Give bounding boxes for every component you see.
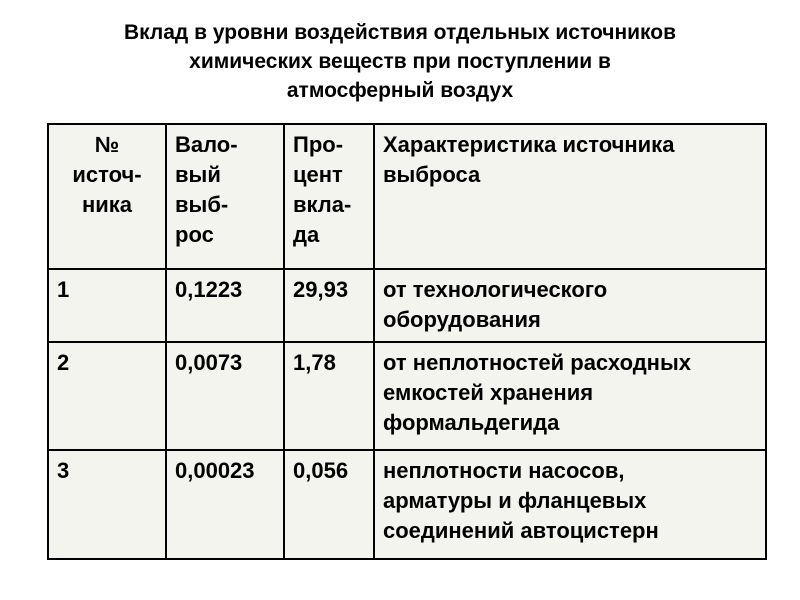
header-text: выб- bbox=[175, 192, 229, 217]
cell-source-number: 2 bbox=[48, 342, 166, 450]
header-text: выброса bbox=[383, 162, 481, 187]
cell-source-description bbox=[374, 450, 766, 559]
header-text: Характеристика источника bbox=[383, 132, 675, 157]
cell-contribution-percent: 1,78 bbox=[284, 342, 374, 450]
cell-contribution-percent: 29,93 bbox=[284, 269, 374, 342]
header-text: источ- bbox=[72, 162, 142, 187]
header-text: Вало- bbox=[175, 132, 238, 157]
description-line: от технологического bbox=[383, 277, 608, 302]
cell-gross-emission: 0,00023 bbox=[166, 450, 284, 559]
header-text: вкла- bbox=[293, 192, 352, 217]
header-text: № bbox=[94, 132, 120, 157]
description-line: неплотности насосов, bbox=[383, 458, 625, 483]
title-line: атмосферный воздух bbox=[286, 79, 514, 102]
header-contribution-percent bbox=[284, 124, 374, 269]
cell-source-number: 3 bbox=[48, 450, 166, 559]
title-line: Вклад в уровни воздействия отдельных источников bbox=[123, 21, 677, 44]
header-text: вый bbox=[175, 162, 221, 187]
header-gross-emission bbox=[166, 124, 284, 269]
description-line: формальдегида bbox=[383, 410, 560, 435]
header-text: да bbox=[293, 222, 320, 247]
header-text: цент bbox=[293, 162, 343, 187]
page-title bbox=[20, 18, 780, 105]
header-text: рос bbox=[175, 222, 214, 247]
description-line: соединений автоцистерн bbox=[383, 518, 659, 543]
header-text: ника bbox=[81, 192, 133, 217]
cell-source-description bbox=[374, 269, 766, 342]
header-text: Про- bbox=[293, 132, 344, 157]
sources-table bbox=[47, 123, 767, 560]
description-line: арматуры и фланцевых bbox=[383, 488, 647, 513]
title-line: химических веществ при поступлении в bbox=[189, 50, 611, 73]
description-line: емкостей хранения bbox=[383, 380, 594, 405]
header-source-description bbox=[374, 124, 766, 269]
description-line: от неплотностей расходных bbox=[383, 350, 691, 375]
cell-gross-emission: 0,1223 bbox=[166, 269, 284, 342]
table-header-row bbox=[48, 124, 766, 269]
description-line: оборудования bbox=[383, 307, 541, 332]
table-row bbox=[48, 450, 766, 559]
cell-source-number: 1 bbox=[48, 269, 166, 342]
cell-source-description bbox=[374, 342, 766, 450]
header-source-number bbox=[48, 124, 166, 269]
table-row bbox=[48, 342, 766, 450]
cell-contribution-percent: 0,056 bbox=[284, 450, 374, 559]
cell-gross-emission: 0,0073 bbox=[166, 342, 284, 450]
table-row bbox=[48, 269, 766, 342]
